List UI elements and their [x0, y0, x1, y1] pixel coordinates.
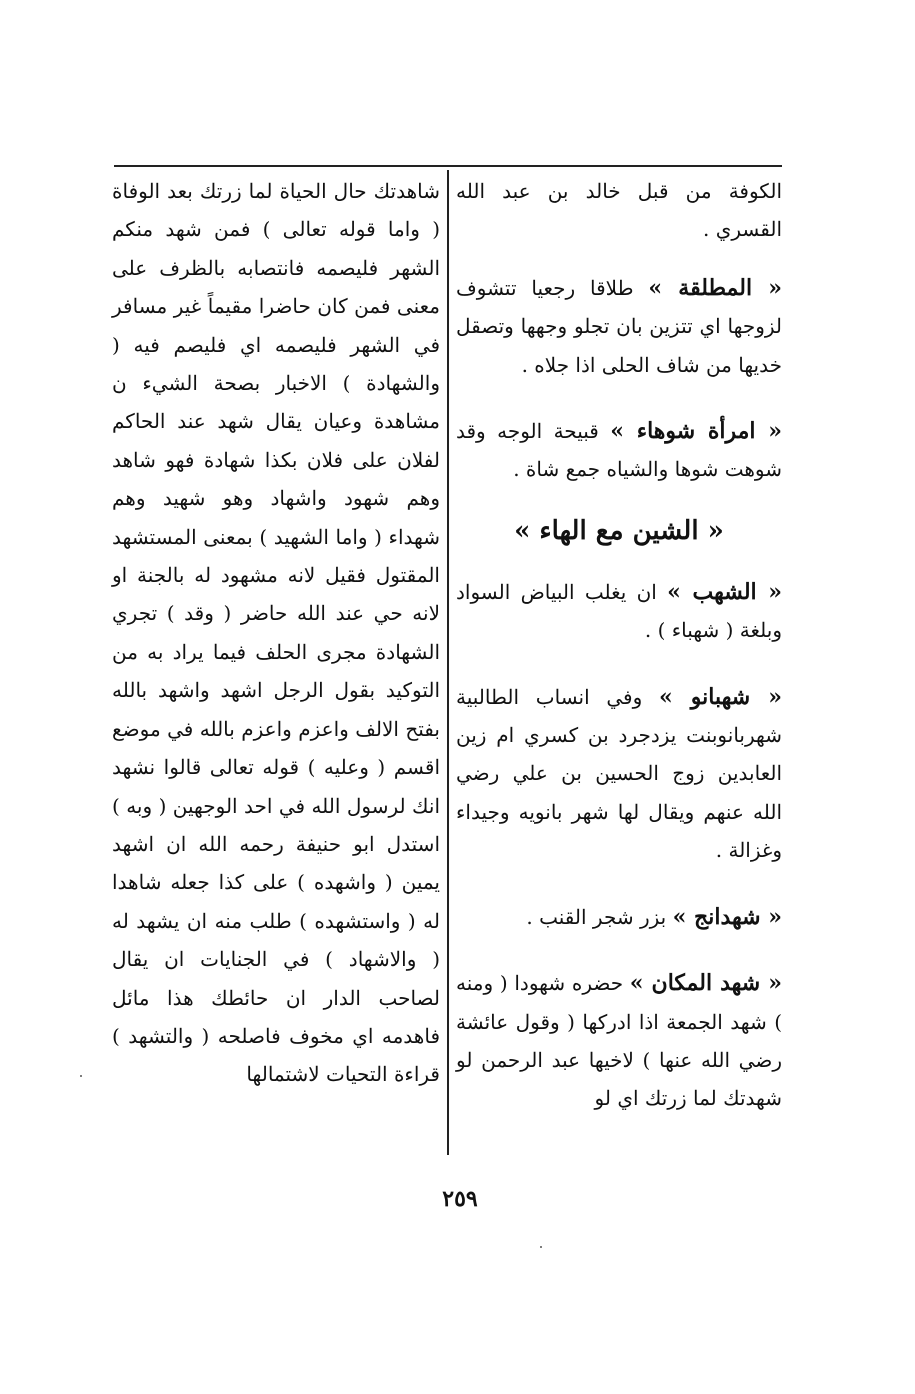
right-column: [456, 172, 782, 1118]
entry-headword: « المطلقة »: [648, 274, 782, 301]
column-divider: [447, 170, 449, 1155]
entry-paragraph: [456, 269, 782, 384]
entry-text: طلاقا رجعيا تتشوف لزوجها اي تتزين بان تجلو وجهها وتصقل خديها من شاف الحلى اذا جلاه .: [456, 275, 782, 377]
entry-paragraph: [456, 573, 782, 650]
left-column: [112, 172, 440, 1094]
entry-headword: « امرأة شوهاء »: [610, 418, 782, 445]
entry-headword: « شهدانج »: [672, 903, 782, 930]
entry-paragraph: [456, 412, 782, 489]
body-paragraph: شاهدتك حال الحياة لما زرتك بعد الوفاة ( واما قوله تعالى ) فمن شهد منكم الشهر فليصمه فانتصابه بالظرف على معنى فمن كان حاضرا مقيماً غير مسافر في الشهر فليصمه اي فليصم فيه ( والشهادة ) الاخبار بصحة الشيء ن مشاهدة وعيان يقال شهد عند الحاكم لفلان على فلان بكذا شهادة فهو شاهد وهم شهود واشهاد وهو شهيد وهم شهداء ( واما الشهيد ) بمعنى المستشهد المقتول فقيل لانه مشهود له بالجنة او لانه حي عند الله حاضر ( وقد ) تجري الشهادة مجرى الحلف فيما يراد به من التوكيد بقول الرجل اشهد واشهد بالله بفتح الالف واعزم واعزم بالله في موضع اقسم ( وعليه ) قوله تعالى قالوا نشهد انك لرسول الله في احد الوجهين ( وبه ) استدل ابو حنيفة رحمه الله ان اشهد يمين ( واشهده ) على كذا جعله شاهدا له ( واستشهده ) طلب منه ان يشهد له ( والاشهاد ) في الجنايات ان يقال لصاحب الدار ان حائطك هذا مائل فاهدمه اي مخوف فاصلحه ( والتشهد ) قراءة التحيات لاشتمالها: [112, 179, 440, 1087]
entry-text: وفي انساب الطالبية شهربانوبنت يزدجرد بن كسري ام زين العابدين زوج الحسين بن علي رضي الله عنهم ويقال لها شهر بانويه وجيداء وغزالة .: [456, 684, 782, 863]
intro-paragraph: الكوفة من قبل خالد بن عبد الله القسري .: [456, 179, 782, 242]
entry-text: حضره شهودا ( ومنه ) شهد الجمعة اذا ادركها ( وقول عائشة رضي الله عنها ) لاخيها عبد الرحمن لو شهدتك لما زرتك اي لو: [456, 971, 782, 1111]
entry-headword: « شهبانو »: [659, 683, 782, 710]
speck: [540, 1246, 542, 1248]
entry-paragraph: [456, 678, 782, 870]
top-rule: [114, 165, 782, 167]
entry-text: بزر شجر القنب .: [526, 904, 673, 929]
page-number: ٢٥٩: [442, 1186, 478, 1212]
section-heading: « الشين مع الهاء »: [514, 515, 724, 546]
entry-text: ان يغلب البياض السواد وبلغة ( شهباء ) .: [456, 579, 782, 643]
speck: [80, 1075, 82, 1077]
entry-headword: « الشهب »: [667, 578, 782, 605]
entry-paragraph: [456, 898, 782, 936]
entry-paragraph: [456, 964, 782, 1118]
entry-text: قبيحة الوجه وقد شوهت شوها والشياه جمع شاة .: [456, 419, 782, 482]
entry-headword: « شهد المكان »: [629, 970, 782, 997]
